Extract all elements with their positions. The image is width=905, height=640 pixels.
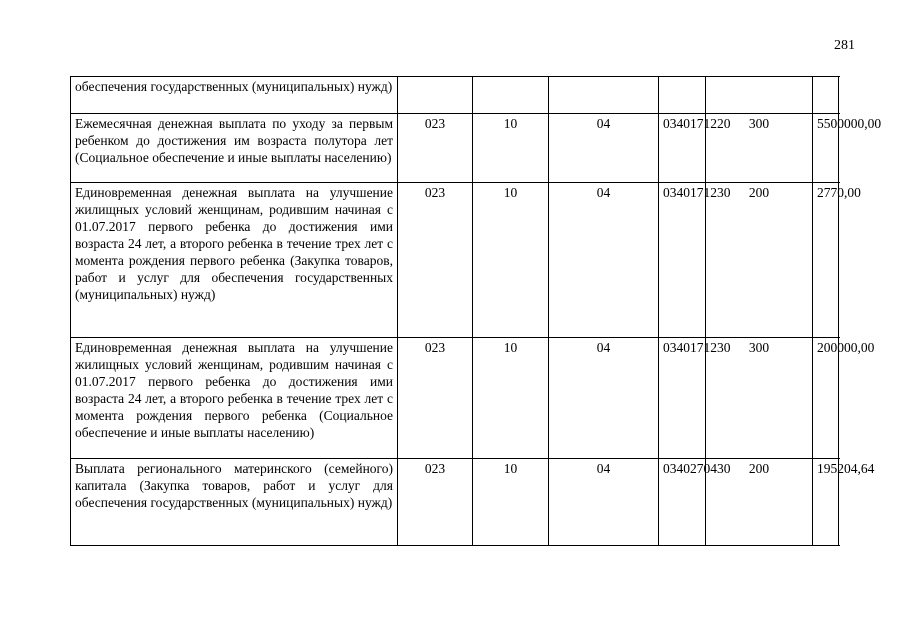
section-code: 10	[473, 459, 549, 546]
expense-type-code	[706, 77, 813, 114]
expense-type-code: 300	[706, 338, 813, 459]
amount: 2770,00	[813, 183, 839, 338]
section-code: 10	[473, 114, 549, 183]
row-description: обеспечения государственных (муниципальных) нужд)	[71, 77, 398, 114]
subsection-code	[549, 77, 659, 114]
subsection-code: 04	[549, 338, 659, 459]
target-article-code: 0340171220	[659, 114, 706, 183]
table-row	[71, 183, 839, 338]
table-row	[71, 77, 839, 114]
target-article-code	[659, 77, 706, 114]
table-row	[71, 114, 839, 183]
amount	[813, 77, 839, 114]
grbs-code: 023	[398, 114, 473, 183]
row-description: Единовременная денежная выплата на улучшение жилищных условий женщинам, родившим начиная с 01.07.2017 первого ребенка до достижения ими возраста 24 лет, а второго ребенка в течение трех лет с момента рождения первого ребенка (Социальное обеспечение и иные выплаты населению)	[71, 338, 398, 459]
amount: 200000,00	[813, 338, 839, 459]
table-row	[71, 459, 839, 546]
expense-type-code: 300	[706, 114, 813, 183]
target-article-code: 0340171230	[659, 183, 706, 338]
budget-table	[70, 76, 882, 546]
amount: 195204,64	[813, 459, 839, 546]
row-description: Единовременная денежная выплата на улучшение жилищных условий женщинам, родившим начиная с 01.07.2017 первого ребенка до достижения ими возраста 24 лет, а второго ребенка в течение трех лет с момента рождения первого ребенка (Закупка товаров, работ и услуг для обеспечения государственных (муниципальных) нужд)	[71, 183, 398, 338]
grbs-code: 023	[398, 338, 473, 459]
grbs-code: 023	[398, 459, 473, 546]
row-description: Выплата регионального материнского (семейного) капитала (Закупка товаров, работ и услуг для обеспечения государственных (муниципальных) нужд)	[71, 459, 398, 546]
table-row	[71, 338, 839, 459]
row-description: Ежемесячная денежная выплата по уходу за первым ребенком до достижения им возраста полутора лет (Социальное обеспечение и иные выплаты населению)	[71, 114, 398, 183]
page-number: 281	[834, 38, 855, 53]
subsection-code: 04	[549, 183, 659, 338]
expense-type-code: 200	[706, 183, 813, 338]
amount: 5500000,00	[813, 114, 839, 183]
target-article-code: 0340171230	[659, 338, 706, 459]
section-code: 10	[473, 338, 549, 459]
grbs-code: 023	[398, 183, 473, 338]
grbs-code	[398, 77, 473, 114]
expense-type-code: 200	[706, 459, 813, 546]
section-code: 10	[473, 183, 549, 338]
section-code	[473, 77, 549, 114]
subsection-code: 04	[549, 459, 659, 546]
target-article-code: 0340270430	[659, 459, 706, 546]
subsection-code: 04	[549, 114, 659, 183]
